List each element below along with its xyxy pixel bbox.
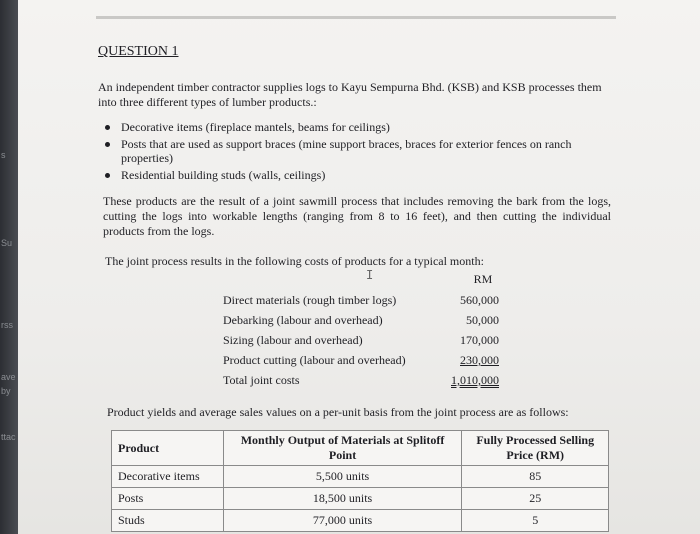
output-cell: 18,500 units [223,488,462,510]
table-header-row [112,431,609,466]
price-cell: 25 [462,488,609,510]
price-cell: 85 [462,466,609,488]
question-document [18,0,700,534]
question-title: QUESTION 1 [98,44,179,59]
cost-row [223,350,523,370]
product-yields-table [111,430,609,532]
table-row [112,488,609,510]
bullet-item [100,168,620,182]
total-cost-amount: 1,010,000 [451,373,499,387]
bullet-text: Posts that are used as support braces (mine support braces, braces for exterior fences on ranch properties) [121,137,572,165]
cost-row [223,290,523,310]
edge-fragment: ttac [1,432,16,442]
edge-fragment: s [1,150,6,160]
edge-fragment: rss [1,320,13,330]
cost-label: Product cutting (labour and overhead) [223,353,406,367]
bullet-text: Residential building studs (walls, ceilings) [121,168,326,182]
cost-row [223,330,523,350]
bullet-text: Decorative items (fireplace mantels, beams for ceilings) [121,120,390,134]
cost-label: Debarking (labour and overhead) [223,313,383,327]
cost-amount: 170,000 [460,333,499,347]
output-cell: 5,500 units [223,466,462,488]
joint-costs-list [223,290,523,390]
bullet-item [100,120,620,134]
column-header-product: Product [112,431,224,466]
cost-amount: 230,000 [460,353,499,367]
product-cell: Decorative items [112,466,224,488]
table-row [112,510,609,532]
question-intro: An independent timber contractor supplies logs to Kayu Sempurna Bhd. (KSB) and KSB processes them into three different types of lumber products.: [98,80,602,109]
product-cell: Studs [112,510,224,532]
bullet-dot-icon [105,142,110,147]
cost-label: Direct materials (rough timber logs) [223,293,397,307]
product-cell: Posts [112,488,224,510]
edge-fragment: ave [1,372,16,382]
process-paragraph: These products are the result of a joint sawmill process that includes removing the bark from the logs, cutting the logs into workable lengths (ranging from 8 to 16 feet), and then cutting the individual products from the logs. [103,194,611,238]
product-bullet-list [100,120,620,185]
column-header-price: Fully Processed Selling Price (RM) [462,431,609,466]
cost-row [223,310,523,330]
total-cost-row [223,370,523,390]
output-cell: 77,000 units [223,510,462,532]
header-rule [96,16,616,19]
bullet-item [100,137,620,165]
edge-fragment: Su [1,238,13,248]
column-header-output: Monthly Output of Materials at Splitoff Point [223,431,462,466]
bullet-dot-icon [105,125,110,130]
currency-header: RM [473,272,493,286]
cost-amount: 560,000 [460,293,499,307]
price-cell: 5 [462,510,609,532]
costs-intro: The joint process results in the following costs of products for a typical month: [105,254,484,268]
edge-fragment: by [1,386,11,396]
total-cost-label: Total joint costs [223,373,300,387]
left-window-edge [0,0,18,534]
text-cursor-icon: I [366,268,374,282]
table-row [112,466,609,488]
cost-amount: 50,000 [466,313,499,327]
cost-label: Sizing (labour and overhead) [223,333,363,347]
yields-intro: Product yields and average sales values on a per-unit basis from the joint process are as follows: [107,405,569,419]
bullet-dot-icon [105,173,110,178]
